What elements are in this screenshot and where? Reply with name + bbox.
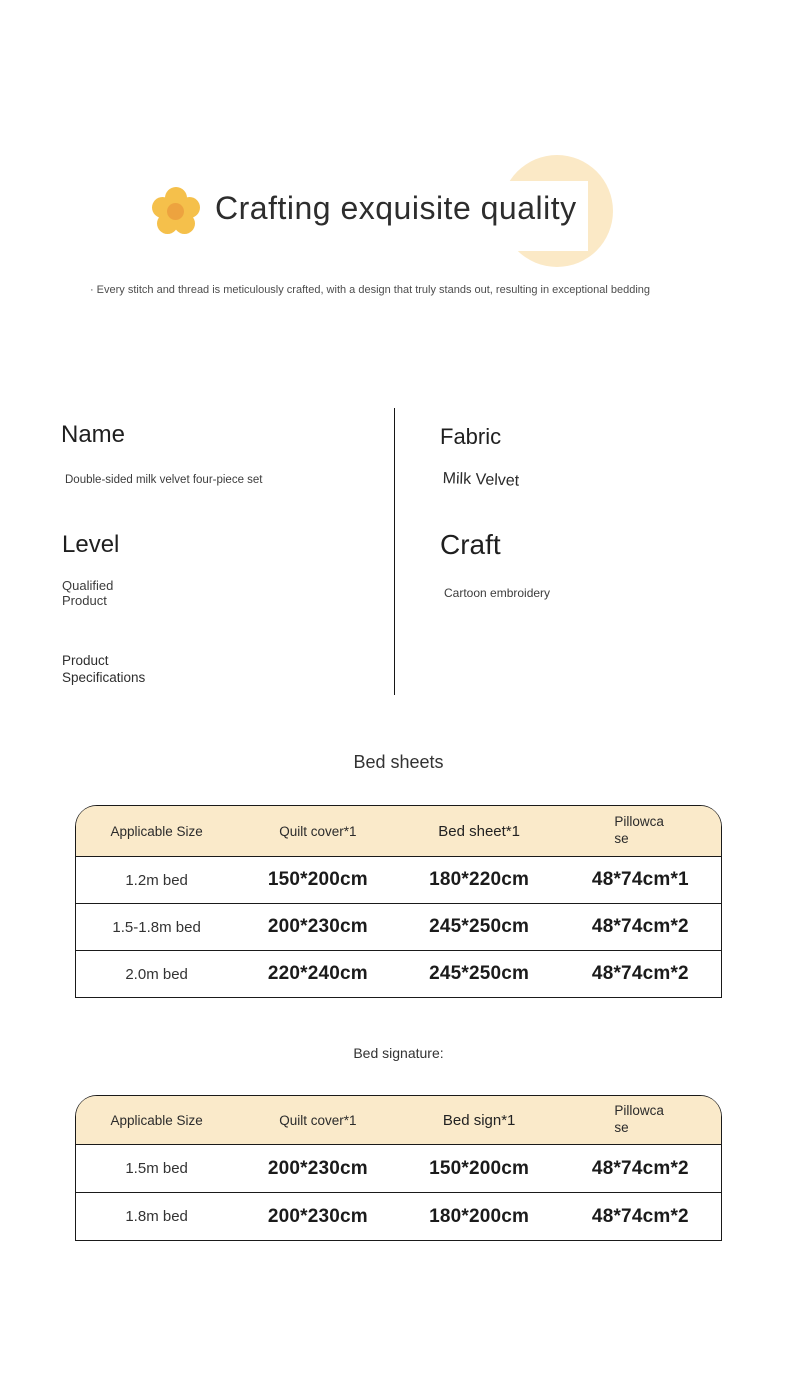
table-row xyxy=(76,950,721,997)
name-heading: Name xyxy=(61,421,126,448)
bed-sheets-table xyxy=(75,805,722,998)
cell-pillowcase: 48*74cm*2 xyxy=(591,1205,689,1227)
column-header-bed-sheet: Bed sheet*1 xyxy=(438,822,520,840)
craft-heading: Craft xyxy=(440,529,501,560)
page-subtitle: · Every stitch and thread is meticulously crafted, with a design that truly stands out, resulting in exceptional bedding xyxy=(89,284,651,296)
cell-pillowcase: 48*74cm*2 xyxy=(591,1157,689,1179)
table-row xyxy=(76,903,721,950)
cell-size: 1.5-1.8m bed xyxy=(112,918,201,936)
cell-pillowcase: 48*74cm*2 xyxy=(591,916,689,937)
product-specifications-label: Product Specifications xyxy=(62,653,146,685)
fabric-heading: Fabric xyxy=(440,424,502,449)
cell-size: 1.2m bed xyxy=(125,871,188,889)
vertical-divider xyxy=(394,408,395,695)
cell-bed-sheet: 245*250cm xyxy=(429,916,530,937)
cell-bed-sign: 150*200cm xyxy=(429,1157,530,1179)
table-row xyxy=(76,1144,721,1192)
cell-bed-sheet: 245*250cm xyxy=(429,963,530,984)
bed-signature-table xyxy=(75,1095,722,1241)
table-header-row xyxy=(76,1096,721,1144)
cell-quilt-cover: 200*230cm xyxy=(267,1157,368,1179)
cell-quilt-cover: 200*230cm xyxy=(267,1205,368,1227)
pillowcase-header-label: Pillowcase xyxy=(614,814,664,846)
cell-bed-sign: 180*200cm xyxy=(429,1205,530,1227)
flower-icon xyxy=(150,186,202,238)
cell-pillowcase: 48*74cm*2 xyxy=(591,963,689,984)
page-title: Crafting exquisite quality xyxy=(215,190,577,226)
table-row xyxy=(76,1192,721,1240)
cell-bed-sheet: 180*220cm xyxy=(429,869,530,890)
cell-quilt-cover: 150*200cm xyxy=(267,869,368,890)
column-header-applicable-size: Applicable Size xyxy=(110,823,203,839)
cell-quilt-cover: 220*240cm xyxy=(267,963,368,984)
craft-value: Cartoon embroidery xyxy=(444,586,551,600)
cell-size: 1.5m bed xyxy=(125,1160,188,1177)
column-header-pillowcase xyxy=(560,806,721,856)
name-value: Double-sided milk velvet four-piece set xyxy=(65,474,263,486)
pillowcase-header-label: Pillowcase xyxy=(614,1103,664,1135)
bed-sheets-title: Bed sheets xyxy=(353,752,444,772)
cell-quilt-cover: 200*230cm xyxy=(267,916,368,937)
fabric-value: Milk Velvet xyxy=(442,470,520,490)
cell-size: 2.0m bed xyxy=(125,965,188,983)
table-header-row xyxy=(76,806,721,856)
column-header-quilt-cover: Quilt cover*1 xyxy=(279,1112,357,1128)
column-header-bed-sign: Bed sign*1 xyxy=(442,1111,516,1129)
cell-pillowcase: 48*74cm*1 xyxy=(591,869,689,890)
bed-signature-title: Bed signature: xyxy=(353,1045,444,1061)
column-header-pillowcase xyxy=(560,1096,721,1144)
level-value: Qualified Product xyxy=(62,578,114,608)
table-row xyxy=(76,856,721,903)
column-header-quilt-cover: Quilt cover*1 xyxy=(279,823,357,839)
column-header-applicable-size: Applicable Size xyxy=(110,1112,203,1128)
level-heading: Level xyxy=(62,531,120,558)
cell-size: 1.8m bed xyxy=(125,1208,188,1225)
